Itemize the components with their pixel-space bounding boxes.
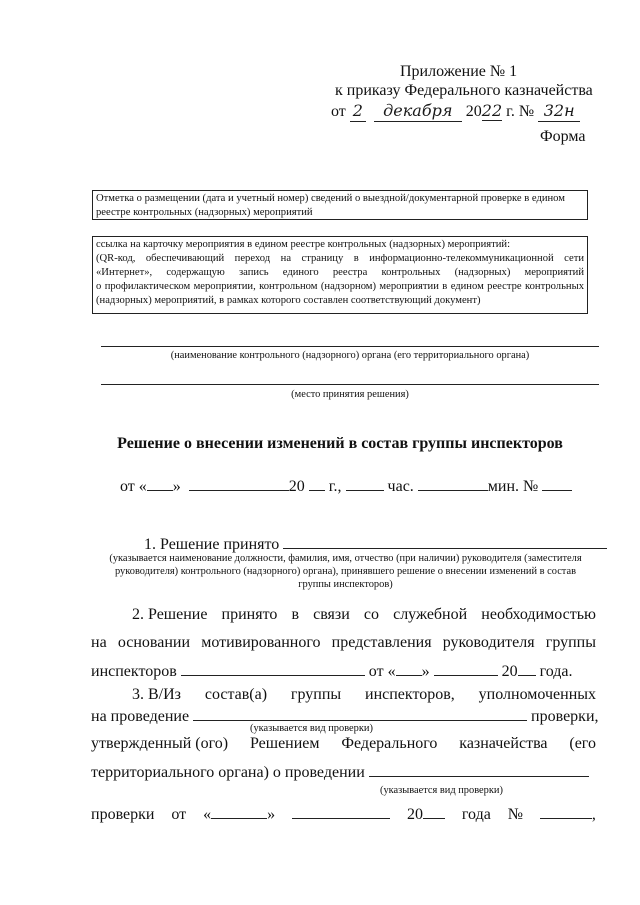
p3-word: утвержденный (ого)	[91, 735, 229, 752]
inspection-month-field[interactable]	[292, 804, 390, 819]
p2-word: инспекторов	[91, 663, 177, 680]
p3-word: проверки	[91, 806, 155, 823]
p2-year-label: 20	[501, 663, 518, 680]
registry-placement-box	[92, 190, 588, 220]
qr-line-5: (надзорных) мероприятий, в рамках которого составлен соответствующий документ)	[96, 295, 481, 306]
p2-word: принято	[221, 606, 278, 623]
inspection-kind-caption: (указывается вид проверки)	[250, 723, 373, 734]
inspection-kind-caption-2: (указывается вид проверки)	[380, 785, 503, 796]
decision-maker-field[interactable]	[283, 534, 607, 549]
paragraph-2-line-3	[91, 661, 596, 681]
form-label: Форма	[540, 128, 586, 145]
inspection-kind-field-2[interactable]	[369, 762, 589, 777]
p3-word: состав(а)	[204, 686, 268, 703]
p3-word: 3. В/Из	[132, 686, 181, 703]
p2-word: на	[91, 634, 107, 651]
p3-end: ,	[591, 806, 596, 823]
p3-number-label: №	[507, 806, 523, 823]
order-year-prefix: 20	[465, 103, 482, 120]
paragraph-3-line-1	[132, 686, 596, 704]
decision-maker-caption	[92, 552, 599, 591]
order-month: декабря	[374, 101, 462, 122]
qr-line-3: «Интернет», содержащую запись единого реестра контрольных (надзорных) мероприятий	[96, 267, 584, 278]
decision-maker-caption-2: руководителя) контрольного (надзорного) органа), принявшего решение о внесении изменений в состав	[115, 566, 576, 577]
representation-author-field[interactable]	[181, 661, 365, 676]
p2-close-quote: »	[421, 663, 430, 680]
from-label: от	[331, 103, 346, 120]
p2-word: служебной	[393, 606, 468, 623]
place-caption: (место принятия решения)	[291, 389, 409, 400]
date-hour-label: час.	[387, 478, 414, 495]
p2-word: связи	[313, 606, 350, 623]
date-close-quote: »	[172, 478, 181, 495]
p2-from-label: от «	[368, 663, 396, 680]
date-month-field[interactable]	[189, 476, 289, 491]
decision-date-line	[120, 476, 580, 496]
date-hour-field[interactable]	[346, 476, 384, 491]
p2-word: руководителя	[442, 634, 535, 651]
qr-line-2: (QR-код, обеспечивающий переход на страницу в информационно-телекоммуникационной сети	[96, 253, 584, 264]
paragraph-1-line	[144, 534, 599, 554]
date-from-label: от «	[120, 478, 147, 495]
registry-placement-text: Отметка о размещении (дата и учетный номер) сведений о выездной/документарной проверке в едином реестре контрольных (надзорных) мероприятий	[96, 193, 565, 218]
p2-year-unit: года.	[539, 663, 573, 680]
decision-number-field[interactable]	[542, 476, 572, 491]
p2-word: со	[363, 606, 379, 623]
p2-word: мотивированного	[201, 634, 321, 651]
order-number-label: г. №	[506, 103, 535, 120]
qr-line-4: о профилактическом мероприятии, контрольном (надзорном) мероприятии в едином реестре контрольных	[96, 281, 584, 292]
inspection-year-field[interactable]	[423, 804, 445, 819]
decision-maker-caption-3: группы инспекторов)	[298, 579, 393, 590]
organ-name-line[interactable]	[101, 346, 599, 347]
paragraph-3-line-3	[91, 735, 596, 753]
order-number: 32н	[538, 101, 580, 122]
p3-word: (его	[569, 735, 596, 752]
order-day: 2	[350, 101, 366, 122]
p3-year-label: 20	[406, 806, 423, 823]
date-year-unit: г.,	[328, 478, 342, 495]
decision-maker-caption-1: (указывается наименование должности, фамилия, имя, отчество (при наличии) руководителя (заместителя	[109, 553, 582, 564]
p3-end: проверки,	[531, 708, 599, 725]
representation-year-field[interactable]	[518, 661, 536, 676]
p3-word: года	[461, 806, 491, 823]
p3-word: инспекторов,	[365, 686, 455, 703]
date-minute-field[interactable]	[418, 476, 488, 491]
qr-line-1: ссылка на карточку мероприятия в едином реестре контрольных (надзорных) мероприятий:	[96, 239, 511, 250]
order-date-line	[331, 101, 591, 123]
p2-word: в	[291, 606, 300, 623]
p2-word: группы	[545, 634, 596, 651]
p2-word: основании	[117, 634, 191, 651]
representation-day-field[interactable]	[396, 661, 422, 676]
p3-word: Решением	[249, 735, 320, 752]
inspection-kind-field[interactable]	[193, 706, 527, 721]
p2-word: представления	[331, 634, 432, 651]
page-title: Решение о внесении изменений в состав группы инспекторов	[117, 435, 563, 452]
paragraph-1-lead: 1. Решение принято	[144, 536, 280, 553]
inspection-day-field[interactable]	[211, 804, 267, 819]
place-line[interactable]	[101, 384, 599, 385]
p3-word: от	[171, 806, 187, 823]
qr-link-box	[92, 236, 588, 314]
date-year-label: 20	[288, 478, 305, 495]
p3-lead: территориального органа) о проведении	[91, 764, 365, 781]
p3-open-quote: «	[203, 806, 212, 823]
paragraph-3-line-4	[91, 762, 596, 782]
organ-name-caption: (наименование контрольного (надзорного) органа (его территориального органа)	[170, 350, 530, 361]
paragraph-2-line-2	[91, 634, 596, 652]
inspection-number-field[interactable]	[540, 804, 592, 819]
p2-word: 2. Решение	[132, 606, 208, 623]
paragraph-3-line-5	[91, 804, 596, 824]
date-minute-label: мин. №	[487, 478, 539, 495]
p3-word: группы	[290, 686, 342, 703]
p3-word: Федерального	[341, 735, 438, 752]
date-year-field[interactable]	[309, 476, 325, 491]
representation-month-field[interactable]	[434, 661, 498, 676]
p3-lead: на проведение	[91, 708, 190, 725]
appendix-label: Приложение № 1	[400, 63, 518, 80]
p2-word: необходимостью	[481, 606, 596, 623]
p3-close-quote: »	[267, 806, 276, 823]
date-day-field[interactable]	[147, 476, 173, 491]
order-reference: к приказу Федерального казначейства	[335, 82, 593, 99]
p3-word: казначейства	[459, 735, 548, 752]
p3-word: уполномоченных	[478, 686, 596, 703]
paragraph-2-line-1	[132, 606, 596, 624]
order-year-suffix: 22	[481, 101, 503, 120]
